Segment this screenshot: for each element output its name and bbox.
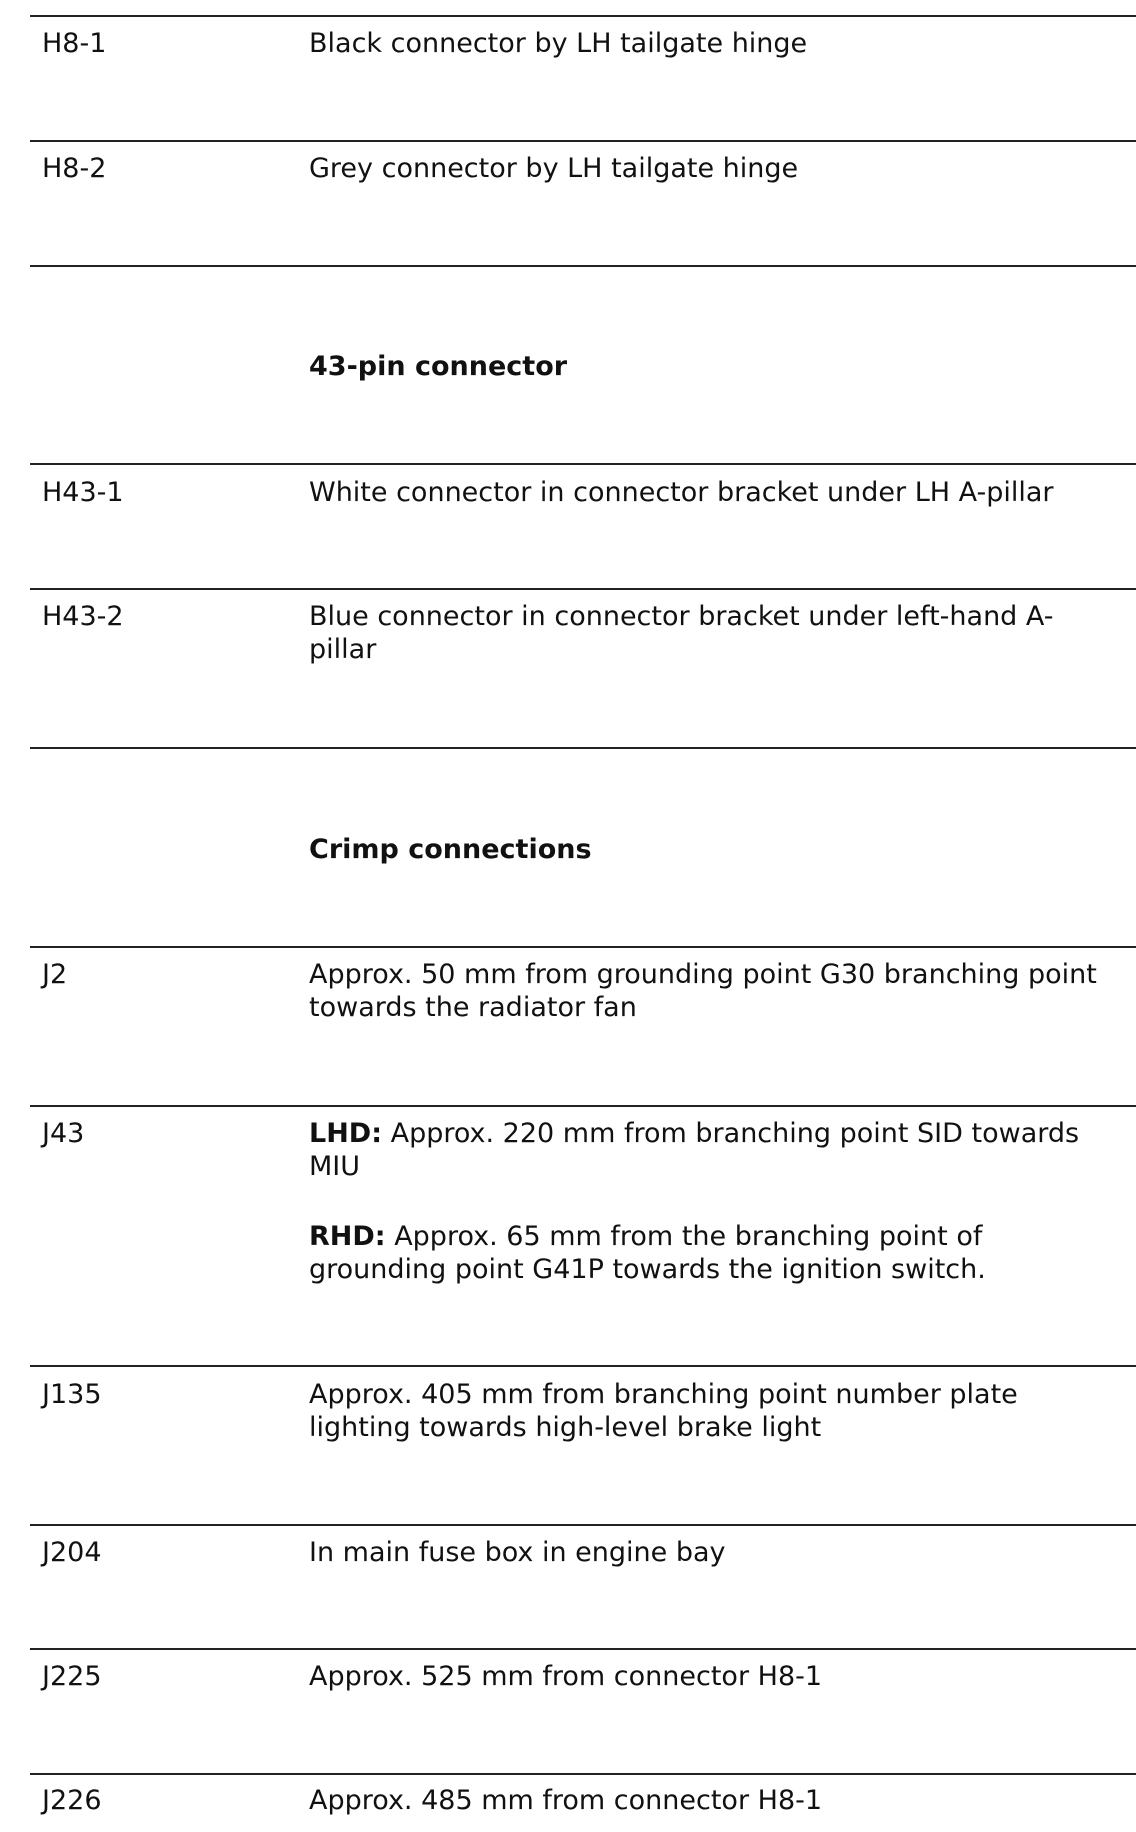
- row-divider: [30, 265, 1136, 267]
- rhd-text: Approx. 65 mm from the branching point of grounding point G41P towards the ignition switch.: [309, 1221, 986, 1285]
- connector-id: J225: [42, 1661, 102, 1692]
- connector-location: [309, 1117, 1124, 1286]
- connector-id: J204: [42, 1537, 102, 1568]
- connector-location: Approx. 405 mm from branching point number plate lighting towards high-level brake light: [309, 1379, 1018, 1443]
- lhd-text: Approx. 220 mm from branching point SID towards MIU: [309, 1118, 1080, 1182]
- rhd-note: [309, 1220, 1124, 1286]
- connector-id: J226: [42, 1785, 102, 1816]
- row-divider: [30, 1773, 1136, 1775]
- connector-location: Blue connector in connector bracket under left-hand A-pillar: [309, 601, 1054, 665]
- connector-id: J43: [42, 1118, 85, 1149]
- rhd-label: RHD:: [309, 1221, 386, 1252]
- connector-location: In main fuse box in engine bay: [309, 1537, 726, 1568]
- row-divider: [30, 1105, 1136, 1107]
- connector-location: Approx. 525 mm from connector H8-1: [309, 1661, 823, 1692]
- lhd-note: [309, 1117, 1124, 1183]
- row-divider: [30, 747, 1136, 749]
- row-divider: [30, 140, 1136, 142]
- connector-id: H43-2: [42, 601, 124, 632]
- row-divider: [30, 946, 1136, 948]
- connector-id: H8-1: [42, 28, 107, 59]
- connector-id: J135: [42, 1379, 102, 1410]
- connector-location: Grey connector by LH tailgate hinge: [309, 153, 799, 184]
- section-heading: 43-pin connector: [309, 351, 568, 382]
- row-divider: [30, 1648, 1136, 1650]
- row-divider: [30, 15, 1136, 17]
- connector-id: J2: [42, 959, 68, 990]
- connector-location: Approx. 50 mm from grounding point G30 branching point towards the radiator fan: [309, 959, 1097, 1023]
- connector-id: H43-1: [42, 477, 124, 508]
- row-divider: [30, 588, 1136, 590]
- section-heading: Crimp connections: [309, 834, 592, 865]
- connector-location: Black connector by LH tailgate hinge: [309, 28, 808, 59]
- connector-location: Approx. 485 mm from connector H8-1: [309, 1785, 823, 1816]
- connector-location: White connector in connector bracket under LH A-pillar: [309, 477, 1054, 508]
- row-divider: [30, 1524, 1136, 1526]
- lhd-label: LHD:: [309, 1118, 383, 1149]
- row-divider: [30, 1365, 1136, 1367]
- row-divider: [30, 463, 1136, 465]
- connector-id: H8-2: [42, 153, 107, 184]
